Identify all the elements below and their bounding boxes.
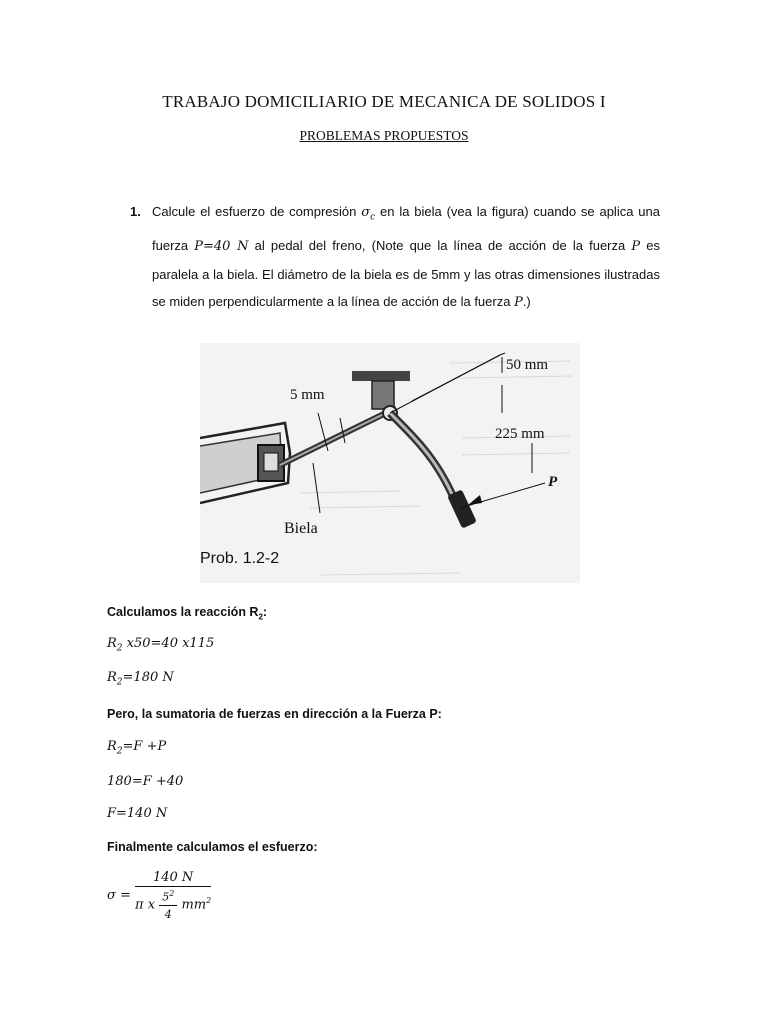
equation-r2-value: $R_2=180$ N bbox=[107, 670, 174, 688]
problem-text-4: es paralela a la biela. El diámetro de la biela es de 5mm y las otras dimensiones ilustradas se miden perpendicularmente a la línea de acción de la fuerza bbox=[152, 238, 660, 310]
problem-text-3: al pedal del freno, (Note que la línea de acción de la fuerza bbox=[248, 238, 632, 254]
equation-stress bbox=[107, 870, 211, 921]
problem-statement bbox=[130, 198, 660, 317]
sigma-subscript: c bbox=[370, 212, 376, 223]
piston-core bbox=[264, 453, 278, 471]
sigma-symbol: σ bbox=[361, 205, 371, 220]
p-symbol-end: P bbox=[514, 295, 523, 311]
force-equation: P=40 N bbox=[194, 239, 249, 255]
page-title: TRABAJO DOMICILIARIO DE MECANICA DE SOLIDOS I bbox=[162, 92, 606, 111]
stress-fraction bbox=[135, 870, 211, 921]
label-50mm: 50 mm bbox=[506, 357, 549, 373]
heading-reaction: Calculamos la reacción $R_2$: bbox=[107, 605, 268, 622]
problem-text-1: Calcule el esfuerzo de compresión bbox=[152, 204, 362, 219]
brake-pedal-figure bbox=[200, 343, 580, 583]
problem-number: 1. bbox=[130, 204, 141, 219]
heading-stress: Finalmente calculamos el esfuerzo: bbox=[107, 840, 318, 854]
problem-body bbox=[152, 198, 660, 317]
problem-text-2: en la biela (vea la figura) cuando se aplica una fuerza bbox=[152, 204, 660, 254]
bracket-body bbox=[372, 381, 394, 409]
label-5mm: 5 mm bbox=[290, 387, 325, 403]
label-biela: Biela bbox=[284, 520, 318, 537]
equation-substitution: 180=F +40 bbox=[107, 774, 184, 789]
label-225mm: 225 mm bbox=[495, 426, 545, 442]
p-symbol: P bbox=[631, 239, 641, 255]
equation-moments: $R_2$ x50=40 x115 bbox=[107, 636, 215, 654]
stress-numerator: 140 N bbox=[135, 870, 211, 887]
equation-force-sum: $R_2=F +P$ bbox=[107, 739, 167, 757]
bracket-top bbox=[352, 371, 410, 381]
page-subtitle: PROBLEMAS PROPUESTOS bbox=[299, 128, 469, 143]
stress-lhs: σ = bbox=[107, 887, 131, 903]
label-force-p: P bbox=[548, 474, 558, 490]
problem-text-5: .) bbox=[522, 294, 531, 310]
equation-force-value: F=140 N bbox=[107, 806, 168, 821]
figure-caption: Prob. 1.2-2 bbox=[200, 550, 280, 567]
stress-denominator: π x $\frac{5^2}{4}$ $mm^2$ bbox=[135, 889, 212, 921]
heading-force-sum: Pero, la sumatoria de fuerzas en dirección a la Fuerza P: bbox=[107, 707, 442, 721]
